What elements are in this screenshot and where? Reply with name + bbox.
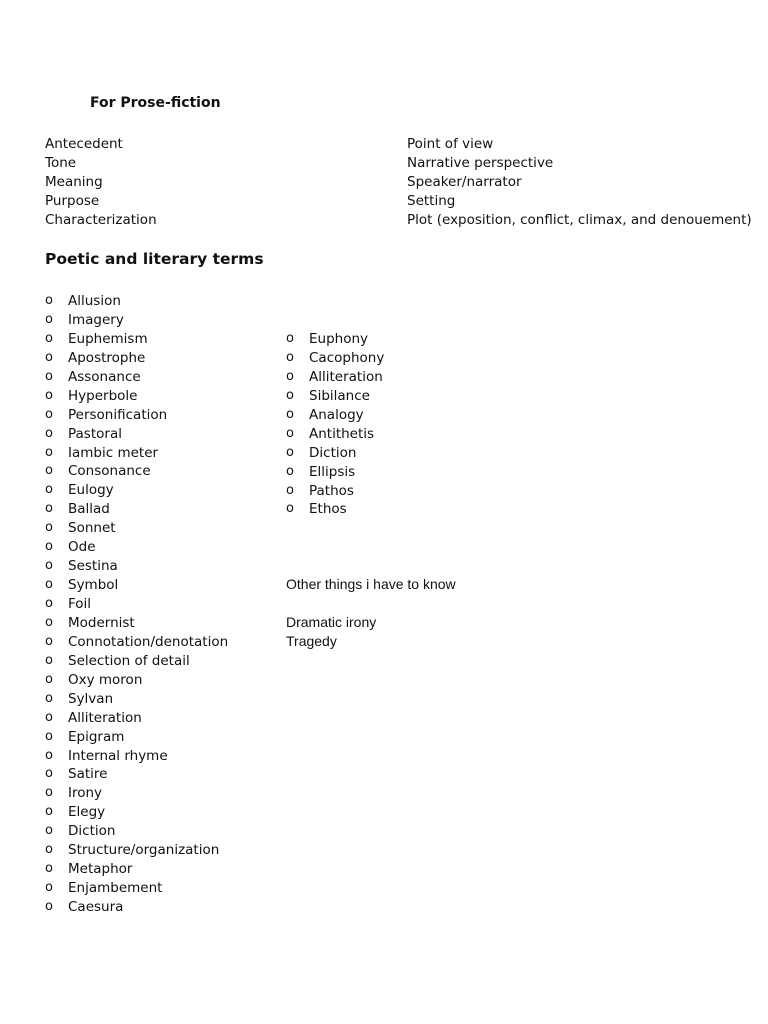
list-item [286,349,384,368]
list-item [45,595,228,614]
term-label: Hyperbole [68,387,138,404]
bullet-icon: o [286,463,294,479]
list-item [286,330,384,349]
prose-term: Antecedent [45,136,123,152]
list-item [45,330,228,349]
bullet-icon: o [45,804,53,820]
list-item [45,557,228,576]
bullet-icon: o [45,406,53,422]
list-item [45,633,228,652]
bullet-icon: o [45,444,53,460]
other-things-section [286,575,456,652]
prose-term: Tone [45,155,77,171]
list-item [45,519,228,538]
list-item [45,652,228,671]
term-label: Pathos [309,482,354,499]
list-item [45,576,228,595]
term-label: Connotation/denotation [68,633,229,650]
term-label: Sestina [68,558,118,575]
bullet-icon: o [286,425,294,441]
term-label: Alliteration [68,709,142,726]
prose-term: Plot (exposition, conflict, climax, and denouement) [407,212,752,228]
bullet-icon: o [45,425,53,441]
bullet-icon: o [45,330,53,346]
list-item [45,784,228,803]
bullet-icon: o [286,444,294,460]
term-label: Diction [68,823,116,840]
prose-fiction-right-column [407,135,752,230]
prose-fiction-heading: For Prose-fiction [90,95,221,111]
bullet-icon: o [45,671,53,687]
list-item [45,462,228,481]
bullet-icon: o [45,880,53,896]
bullet-icon: o [45,823,53,839]
prose-term: Purpose [45,193,100,209]
bullet-icon: o [45,652,53,668]
list-item [45,368,228,387]
list-item [45,444,228,463]
term-label: Elegy [68,804,106,821]
list-item [286,482,384,501]
list-item [45,765,228,784]
list-item [45,860,228,879]
list-item [45,728,228,747]
bullet-icon: o [45,899,53,914]
list-item [45,538,228,557]
list-item [286,463,384,482]
poetic-terms-left-list [45,292,228,917]
bullet-icon: o [45,482,53,498]
term-label: Oxy moron [68,671,143,688]
bullet-icon: o [286,349,294,365]
prose-term: Characterization [45,212,157,228]
list-item [286,425,384,444]
other-thing-item: Dramatic irony [286,613,377,630]
bullet-icon: o [45,633,53,649]
other-thing-item: Tragedy [286,633,337,649]
term-label: Satire [68,766,108,783]
list-item [286,387,384,406]
list-item [45,406,228,425]
bullet-icon: o [45,368,53,384]
term-label: Ellipsis [309,463,356,480]
list-item [45,311,228,330]
bullet-icon: o [45,293,53,308]
bullet-icon: o [45,747,53,763]
term-label: Selection of detail [68,652,190,669]
term-label: Personification [68,406,168,423]
list-item [45,425,228,444]
term-label: Antithetis [309,425,375,442]
term-label: Ode [68,539,96,556]
list-item [286,500,384,519]
bullet-icon: o [45,842,53,858]
list-item [45,500,228,519]
list-item [45,690,228,709]
bullet-icon: o [286,406,294,422]
list-item [45,709,228,728]
term-label: Modernist [68,614,135,631]
bullet-icon: o [45,577,53,593]
bullet-icon: o [286,331,294,346]
term-label: Internal rhyme [68,747,168,764]
prose-fiction-left-column [45,135,157,230]
bullet-icon: o [45,311,53,327]
term-label: Sylvan [68,690,114,707]
bullet-icon: o [45,861,53,877]
bullet-icon: o [45,501,53,517]
poetic-literary-terms-heading: Poetic and literary terms [45,250,264,268]
list-item [286,444,384,463]
bullet-icon: o [286,387,294,403]
list-item [45,481,228,500]
term-label: Eulogy [68,482,114,499]
term-label: Enjambement [68,880,163,897]
list-item [45,898,228,917]
term-label: Structure/organization [68,842,220,859]
term-label: Foil [68,596,92,612]
term-label: Iambic meter [68,444,159,461]
term-label: Sonnet [68,520,116,537]
list-item [45,387,228,406]
bullet-icon: o [45,463,53,479]
poetic-terms-right-list [286,330,384,519]
list-item [45,841,228,860]
term-label: Consonance [68,463,151,480]
bullet-icon: o [45,558,53,574]
list-item [45,614,228,633]
prose-term: Setting [407,193,456,209]
bullet-icon: o [45,766,53,782]
bullet-icon: o [45,614,53,630]
bullet-icon: o [286,501,294,517]
list-item [286,406,384,425]
bullet-icon: o [45,539,53,555]
list-item [45,671,228,690]
bullet-icon: o [45,785,53,801]
list-item [45,879,228,898]
bullet-icon: o [45,690,53,706]
term-label: Assonance [68,368,141,385]
other-things-heading: Other things i have to know [286,576,456,592]
term-label: Symbol [68,577,119,594]
bullet-icon: o [45,709,53,725]
list-item [45,803,228,822]
list-item [45,292,228,311]
bullet-icon: o [286,482,294,498]
term-label: Epigram [68,728,125,745]
term-label: Cacophony [309,349,385,366]
list-item [286,368,384,387]
prose-term: Narrative perspective [407,155,554,171]
term-label: Sibilance [309,387,370,404]
bullet-icon: o [45,387,53,403]
term-label: Irony [68,785,103,802]
list-item [45,349,228,368]
term-label: Ethos [309,501,347,518]
list-item [45,747,228,766]
term-label: Allusion [68,293,121,309]
prose-term: Meaning [45,174,103,190]
term-label: Euphony [309,331,369,347]
term-label: Imagery [68,311,124,328]
term-label: Analogy [309,406,364,423]
term-label: Diction [309,444,357,461]
term-label: Euphemism [68,330,148,347]
list-item [45,822,228,841]
term-label: Apostrophe [68,349,146,366]
bullet-icon: o [45,520,53,536]
term-label: Metaphor [68,861,133,878]
term-label: Ballad [68,501,110,518]
prose-term: Point of view [407,136,494,152]
bullet-icon: o [45,349,53,365]
term-label: Caesura [68,899,124,915]
term-label: Pastoral [68,425,122,442]
bullet-icon: o [286,368,294,384]
bullet-icon: o [45,596,53,611]
bullet-icon: o [45,728,53,744]
prose-term: Speaker/narrator [407,174,522,190]
term-label: Alliteration [309,368,383,385]
